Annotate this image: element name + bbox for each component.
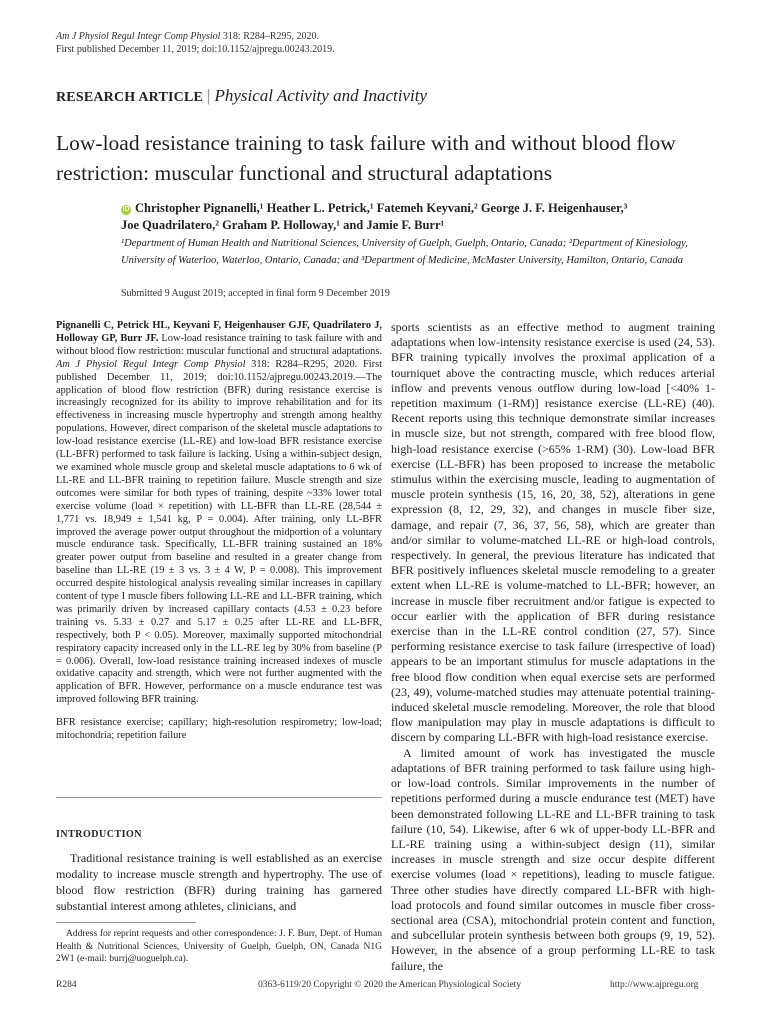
journal-url[interactable]: http://www.ajpregu.org — [610, 980, 699, 990]
footnote-divider — [56, 922, 196, 923]
journal-volume: 318: R284–R295, 2020. — [220, 31, 320, 42]
abstract — [56, 320, 382, 707]
abstract-citation-authors: Pignanelli C, Petrick HL, Keyvani F, Heigenhauser GJF, Quadrilatero J, Holloway GP, Burr JF. — [56, 320, 382, 344]
copyright: 0363-6119/20 Copyright © 2020 the American Physiological Society — [258, 980, 522, 990]
body-paragraph-1: sports scientists as an effective method to augment training adaptations when low-intensity resistance exercise is used (24, 53). BFR training typically involves the proximal application of a tourniquet above the contracting muscle, which reduces arterial inflow and prevents venous outflow during low-load [<40% 1-repetition maximum (1-RM)] resistance exercise (LL-RE) (40). Recent reports using this technique demonstrate similar increases in muscle size, but not strength, compared with free blood flow, high-load resistance exercise (>65% 1-RM) (30). Low-load BFR exercise (LL-BFR) has been proposed to increase the metabolic stimulus within the exercising muscle, leading to augmentation of muscle protein synthesis (15, 16, 20, 38, 52), alterations in gene expression (8, 12, 29, 32), and changes in muscle fiber size, damage, and repair (7, 36, 37, 56, 58), which are greater than and/or similar to volume-matched LL-RE or high-load controls, respectively. In general, the previous literature has indicated that BFR positively influences skeletal muscle remodeling to a greater extent when LL-RE is volume-matched to LL-BFR; however, an increase in muscle fiber recruitment and/or fatigue is expected to occur earlier with the application of BFR during resistance exercise than in the LL-RE control condition (27, 57). Since performing resistance exercise to task failure (irrespective of load) appears to be an important stimulus for muscle adaptations in the free blood flow condition when equal exercise sets are performed (23, 49), volume-matched studies may attenuate potential training-induced skeletal muscle remodeling. Moreover, the role that blood flow manipulation may play in muscle adaptations is difficult to discern by comparing LL-BFR with high-load resistance exercise. — [391, 320, 715, 745]
submission-dates: Submitted 9 August 2019; accepted in final form 9 December 2019 — [121, 288, 390, 299]
abstract-citation-title: Low-load resistance training to task failure with and without blood flow restriction: muscular functional and structural adaptations. — [56, 332, 382, 357]
journal-line-2: First published December 11, 2019; doi:10.1152/ajpregu.00243.2019. — [56, 44, 335, 55]
orcid-icon[interactable]: iD — [122, 206, 130, 213]
journal-citation — [56, 30, 335, 56]
left-column — [56, 320, 382, 743]
abstract-citation-journal: Am J Physiol Regul Integr Comp Physiol — [56, 358, 246, 370]
affiliations: ¹Department of Human Health and Nutritional Sciences, University of Guelph, Guelph, Ontario, Canada; ²Department of Kinesiology, University of Waterloo, Waterloo, Ontario, Canada; and ³Department of Medicine, McMaster University, Hamilton, Ontario, Canada — [121, 238, 688, 266]
author-line-1-text: Christopher Pignanelli,¹ Heather L. Petrick,¹ Fatemeh Keyvani,² George J. F. Heigenhauser,³ — [135, 201, 628, 215]
section-heading — [56, 85, 427, 109]
journal-name: Am J Physiol Regul Integr Comp Physiol — [56, 31, 221, 42]
correspondence-address: Address for reprint requests and other correspondence: J. F. Burr, Dept. of Human Health & Nutritional Sciences, University of Guelph, Guelph, ON, Canada N1G 2W1 (e-mail: burrj@uoguelph.ca). — [56, 929, 382, 964]
author-line-1 — [121, 200, 701, 217]
introduction-heading: INTRODUCTION — [56, 829, 143, 840]
keywords: BFR resistance exercise; capillary; high-resolution respirometry; low-load; mitochondria; repetition failure — [56, 717, 382, 742]
abstract-divider — [56, 797, 382, 798]
author-line-2: Joe Quadrilatero,² Graham P. Holloway,¹ and Jamie F. Burr¹ — [121, 218, 445, 232]
author-list — [121, 200, 701, 234]
section-separator: | — [207, 86, 211, 105]
article-title: Low-load resistance training to task failure with and without blood flow restriction: muscular functional and structural adaptations — [56, 131, 676, 185]
right-column — [391, 320, 715, 974]
article-type: RESEARCH ARTICLE — [56, 90, 204, 105]
article-category: Physical Activity and Inactivity — [214, 86, 428, 105]
journal-line-1 — [56, 30, 335, 43]
body-paragraph-2: A limited amount of work has investigated the muscle adaptations of BFR training performed to task failure using high- or low-load controls. Similar improvements in the number of repetitions performed during a muscle endurance test (MET) have been demonstrated following LL-RE and LL-BFR training to task failure (10, 54). Likewise, after 6 wk of upper-body LL-BFR and LL-RE training using a within-subject design (11), similar increases in muscle strength and size occur despite different exercise volumes (load × repetitions), leading to muscle fatigue. Three other studies have directly compared LL-BFR with high-load protocols and found similar outcomes in muscle fiber cross-sectional area (CSA), mitochondrial protein content and function, and subcellular protein synthesis between both groups (9, 19, 52). However, in the absence of a group performing LL-RE to task failure, the — [391, 745, 715, 973]
introduction-paragraph: Traditional resistance training is well established as an exercise modality to increase muscle strength and hypertrophy. The use of blood flow restriction (BFR) during training has garnered substantial interest among athletes, clinicians, and — [56, 851, 382, 913]
page-number: R284 — [56, 980, 77, 990]
abstract-citation-rest: 318: R284–R295, 2020. First published December 11, 2019; doi:10.1152/ajpregu.00243.2019.— — [56, 358, 383, 383]
abstract-text: The application of blood flow restriction (BFR) during resistance exercise is increasingly recognized for its ability to improve rehabilitation and for its effectiveness in increasing muscle hypertrophy and strength among healthy populations. However, direct comparison of the skeletal muscle adaptations to low-load resistance exercise (LL-RE) and low-load BFR resistance exercise (LL-BFR) performed to task failure is lacking. Using a within-subject design, we examined whole muscle group and skeletal muscle adaptations to 6 wk of LL-RE and LL-BFR training to repetition failure. Muscle strength and size outcomes were similar for both types of training, despite ~33% lower total exercise volume (load × repetition) with LL-BFR than LL-RE (28,544 ± 1,771 vs. 18,949 ± 1,541 kg, P = 0.004). After training, only LL-BFR improved the average power output throughout the midportion of a voluntary muscle endurance task. Specifically, LL-BFR training sustained an 18% greater power output from baseline and resulted in a greater change from baseline than LL-RE (19 ± 3 vs. 3 ± 4 W, P = 0.008). This improvement occurred despite histological analysis revealing similar increases in capillary content of type I muscle fibers following LL-RE and LL-BFR training, which was primarily driven by increased capillary contacts (4.53 ± 0.23 before training vs. 5.33 ± 0.27 and 5.17 ± 0.25 after LL-RE and LL-BFR, respectively, both P < 0.05). Moreover, maximally supported mitochondrial respiratory capacity increased only in the LL-RE leg by 30% from baseline (P = 0.006). Overall, low-load resistance training increased indexes of muscle oxidative capacity and strength, which were not further augmented with the application of BFR. However, performance on a muscle endurance test was improved following BFR training. — [56, 371, 382, 706]
